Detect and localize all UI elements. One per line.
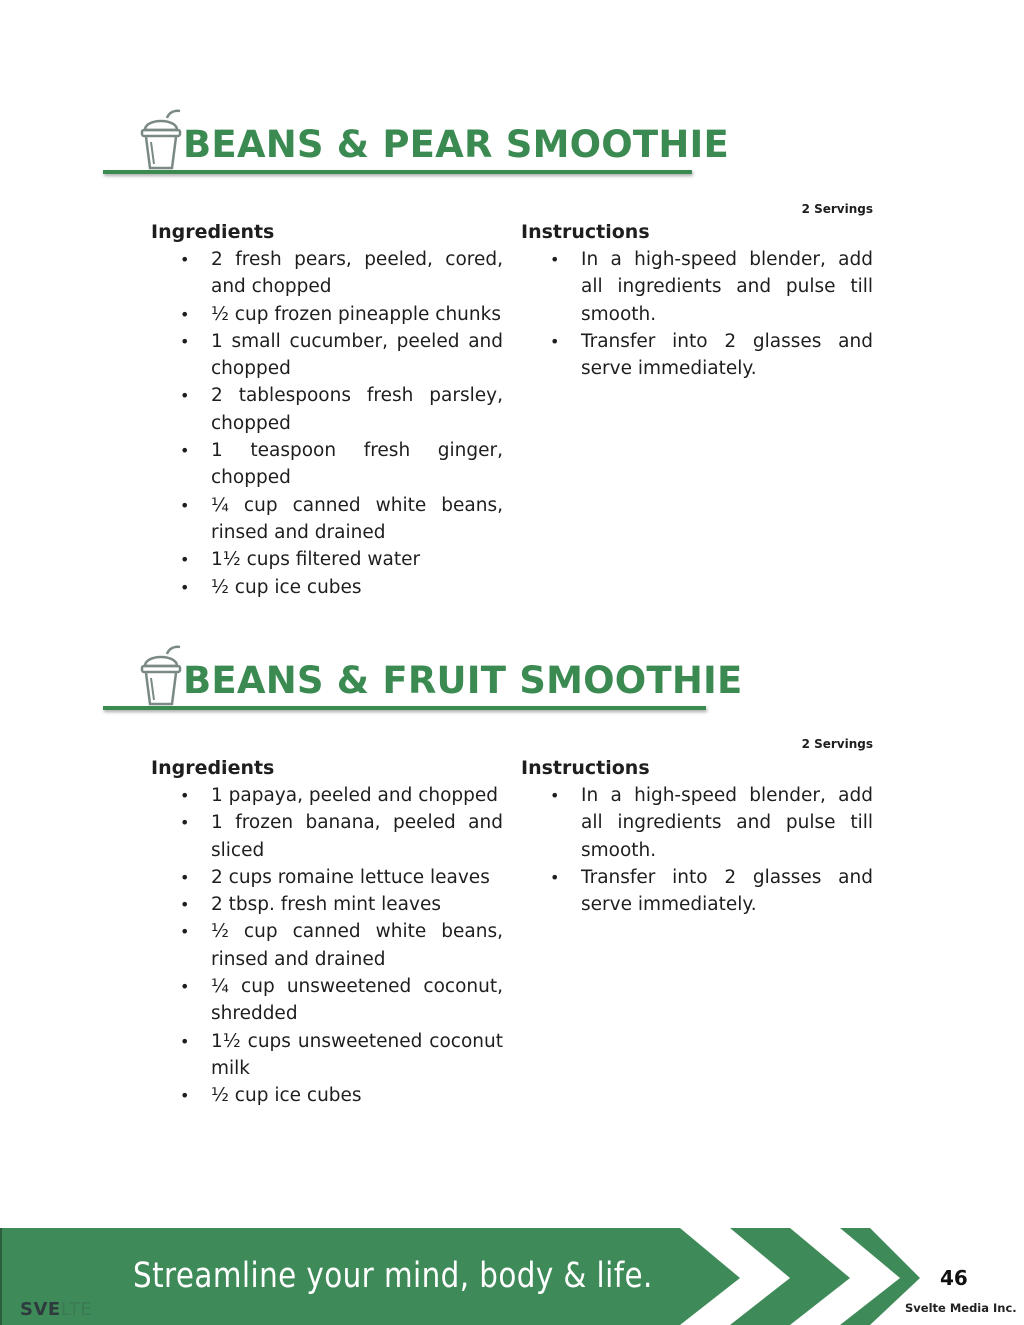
- company-name: Svelte Media Inc.: [905, 1301, 1017, 1315]
- instructions-column: [521, 219, 873, 382]
- list-item: • 2 fresh pears, peeled, cored, and chopped: [151, 246, 503, 301]
- instructions-column: [521, 755, 873, 918]
- smoothie-cup-icon: [139, 644, 185, 708]
- page-number: 46: [940, 1266, 968, 1290]
- ingredients-heading: Ingredients: [151, 757, 275, 779]
- list-item: • 2 cups romaine lettuce leaves: [151, 864, 503, 891]
- list-item: • ¼ cup unsweetened coconut, shredded: [151, 973, 503, 1028]
- list-item: • 2 tablespoons fresh parsley, chopped: [151, 382, 503, 437]
- list-item: • ¼ cup canned white beans, rinsed and drained: [151, 492, 503, 547]
- servings-label: 2 Servings: [801, 202, 873, 216]
- smoothie-cup-icon: [139, 108, 185, 172]
- instructions-list: [521, 246, 873, 382]
- recipe-header: [103, 644, 743, 714]
- ingredients-list: [151, 782, 503, 1110]
- ingredients-column: [151, 219, 503, 601]
- list-item: • ½ cup frozen pineapple chunks: [151, 301, 503, 328]
- page-footer: [0, 1228, 1024, 1325]
- ingredients-heading: Ingredients: [151, 221, 275, 243]
- ingredients-list: [151, 246, 503, 601]
- brand-logo: SVELTE: [20, 1299, 93, 1320]
- list-item: • Transfer into 2 glasses and serve immediately.: [521, 864, 873, 919]
- list-item: • ½ cup ice cubes: [151, 1082, 503, 1109]
- list-item: • 1 frozen banana, peeled and sliced: [151, 809, 503, 864]
- list-item: • 1½ cups unsweetened coconut milk: [151, 1028, 503, 1083]
- instructions-heading: Instructions: [521, 221, 650, 243]
- list-item: • In a high-speed blender, add all ingredients and pulse till smooth.: [521, 246, 873, 328]
- list-item: • 2 tbsp. fresh mint leaves: [151, 891, 503, 918]
- list-item: • ½ cup canned white beans, rinsed and drained: [151, 918, 503, 973]
- footer-edge: [0, 1228, 2, 1325]
- title-underline: [103, 170, 692, 174]
- list-item: • ½ cup ice cubes: [151, 574, 503, 601]
- title-underline: [103, 706, 706, 710]
- list-item: • In a high-speed blender, add all ingredients and pulse till smooth.: [521, 782, 873, 864]
- ingredients-column: [151, 755, 503, 1110]
- recipe-title: BEANS & FRUIT SMOOTHIE: [183, 659, 743, 702]
- recipe-header: [103, 108, 729, 178]
- servings-label: 2 Servings: [801, 737, 873, 751]
- list-item: • 1½ cups filtered water: [151, 546, 503, 573]
- list-item: • 1 teaspoon fresh ginger, chopped: [151, 437, 503, 492]
- recipe-title: BEANS & PEAR SMOOTHIE: [183, 123, 729, 166]
- instructions-list: [521, 782, 873, 918]
- footer-tagline: Streamline your mind, body & life.: [133, 1256, 653, 1296]
- list-item: • 1 small cucumber, peeled and chopped: [151, 328, 503, 383]
- instructions-heading: Instructions: [521, 757, 650, 779]
- list-item: • Transfer into 2 glasses and serve immediately.: [521, 328, 873, 383]
- list-item: • 1 papaya, peeled and chopped: [151, 782, 503, 809]
